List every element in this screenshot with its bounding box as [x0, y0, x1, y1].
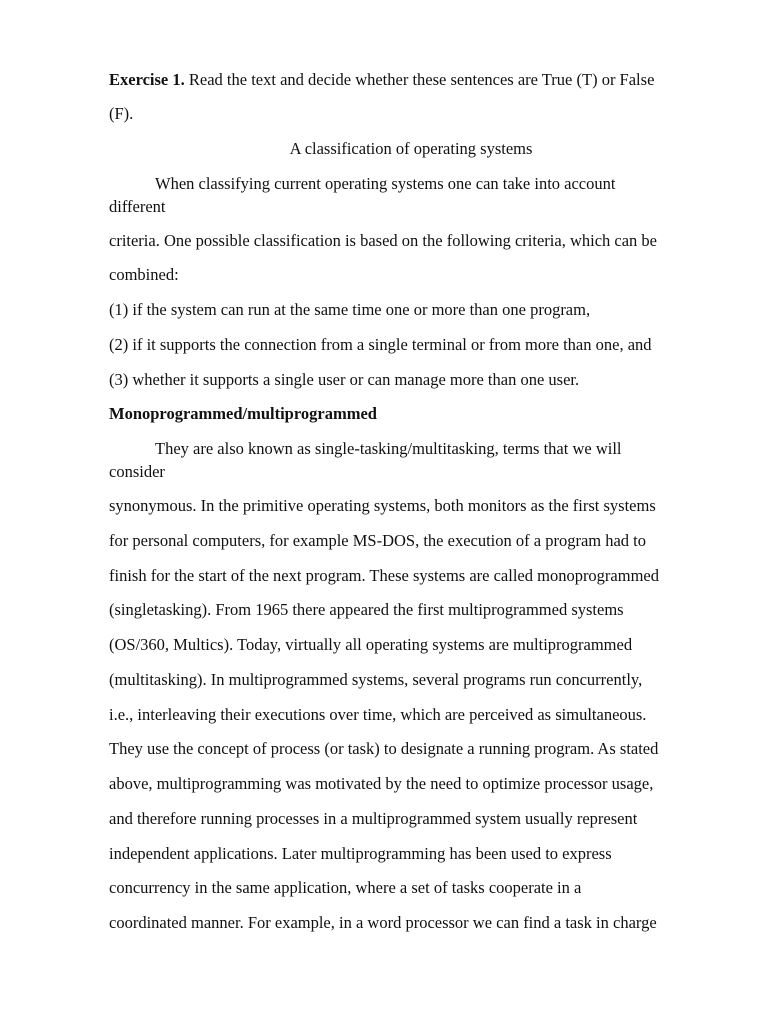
- body-line: (multitasking). In multiprogrammed systems, several programs run concurrently,: [109, 670, 643, 689]
- intro-line: combined:: [109, 265, 179, 284]
- body-line: for personal computers, for example MS-DOS, the execution of a program had to: [109, 531, 647, 550]
- intro-line: When classifying current operating systems one can take into account: [155, 174, 616, 193]
- criterion-item: (3) whether it supports a single user or can manage more than one user.: [109, 370, 580, 389]
- section-heading: Monoprogrammed/multiprogrammed: [109, 404, 377, 423]
- exercise-instruction: Read the text and decide whether these sentences are True (T) or False: [184, 70, 655, 89]
- criterion-item: (2) if it supports the connection from a single terminal or from more than one, and: [109, 335, 652, 354]
- exercise-line: [109, 70, 654, 90]
- intro-line: different: [109, 197, 166, 216]
- body-line: They are also known as single-tasking/multitasking, terms that we will: [155, 439, 622, 458]
- exercise-label: Exercise 1.: [109, 70, 185, 89]
- body-line: i.e., interleaving their executions over time, which are perceived as simultaneous.: [109, 705, 647, 724]
- body-line: concurrency in the same application, where a set of tasks cooperate in a: [109, 878, 582, 897]
- body-line: coordinated manner. For example, in a word processor we can find a task in charge: [109, 913, 657, 932]
- body-line: They use the concept of process (or task) to designate a running program. As stated: [109, 739, 659, 758]
- document-title: A classification of operating systems: [289, 139, 533, 158]
- body-line: above, multiprogramming was motivated by the need to optimize processor usage,: [109, 774, 654, 793]
- intro-line: criteria. One possible classification is based on the following criteria, which can be: [109, 231, 657, 250]
- body-line: independent applications. Later multiprogramming has been used to express: [109, 844, 612, 863]
- body-line: consider: [109, 462, 165, 481]
- body-line: synonymous. In the primitive operating systems, both monitors as the first systems: [109, 496, 656, 515]
- exercise-instruction-continued: (F).: [109, 104, 134, 123]
- criterion-item: (1) if the system can run at the same time one or more than one program,: [109, 300, 591, 319]
- body-line: (OS/360, Multics). Today, virtually all operating systems are multiprogrammed: [109, 635, 633, 654]
- body-line: (singletasking). From 1965 there appeared the first multiprogrammed systems: [109, 600, 624, 619]
- body-line: and therefore running processes in a multiprogrammed system usually represent: [109, 809, 638, 828]
- body-line: finish for the start of the next program. These systems are called monoprogrammed: [109, 566, 659, 585]
